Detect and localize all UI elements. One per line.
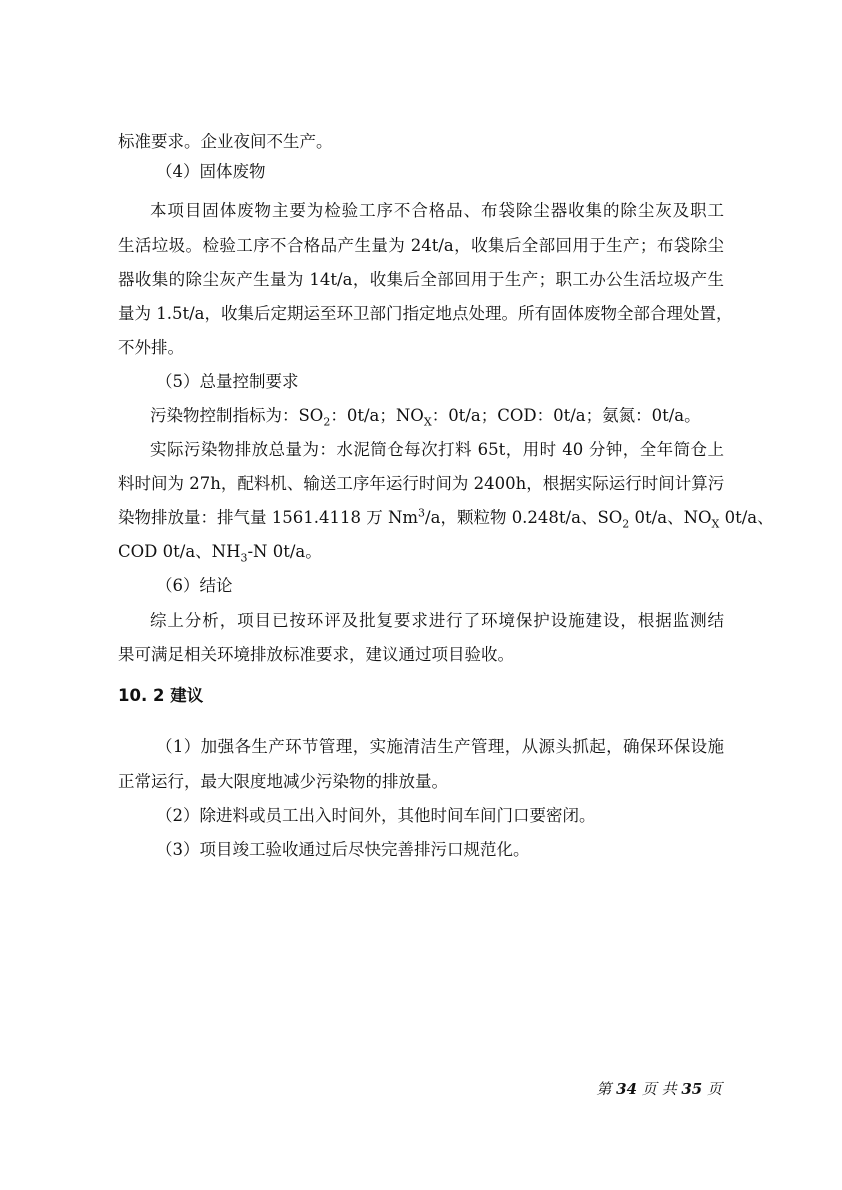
paragraph-line: [118, 439, 724, 461]
text-run: 污染物控制指标为：SO: [150, 406, 324, 425]
subscript: X: [423, 415, 432, 429]
text-run: COD 0t/a、NH: [118, 542, 241, 561]
section-heading-conclusion: （6）结论: [156, 576, 233, 595]
subscript: X: [711, 517, 720, 531]
section-heading-total-control: （5）总量控制要求: [156, 372, 299, 391]
paragraph-line-text: 生活垃圾。检验工序不合格品产生量为 24t/a，收集后全部回用于生产；布袋除尘: [118, 236, 724, 255]
total-pages: 35: [681, 1080, 703, 1098]
superscript: 3: [418, 506, 426, 520]
paragraph-line-text: （1）加强各生产环节管理，实施清洁生产管理，从源头抓起，确保环保设施: [156, 737, 724, 756]
paragraph-line-text: 料时间为 27h，配料机、输送工序年运行时间为 2400h，根据实际运行时间计算污: [118, 474, 725, 493]
paragraph-line-text: 本项目固体废物主要为检验工序不合格品、布袋除尘器收集的除尘灰及职工: [150, 201, 724, 220]
section-title-suggestions: 10. 2 建议: [118, 686, 204, 705]
paragraph-line: [150, 405, 701, 427]
footer-text: 页 共: [637, 1080, 682, 1098]
paragraph-line: [118, 473, 724, 495]
paragraph-line: [118, 200, 724, 222]
paragraph-line: 不外排。: [118, 338, 184, 357]
paragraph-line-text: 实际污染物排放总量为：水泥筒仓每次打料 65t，用时 40 分钟，全年筒仓上: [150, 440, 724, 459]
paragraph-line-text: 量为 1.5t/a，收集后定期运至环卫部门指定地点处理。所有固体废物全部合理处置，: [118, 304, 733, 323]
footer-text: 第: [596, 1080, 617, 1098]
subscript: 2: [622, 517, 630, 531]
subscript: 2: [323, 415, 331, 429]
paragraph-line: （3）项目竣工验收通过后尽快完善排污口规范化。: [156, 840, 530, 859]
section-heading-solid-waste: （4）固体废物: [156, 162, 266, 181]
paragraph-line-text: 综上分析，项目已按环评及批复要求进行了环境保护设施建设，根据监测结: [150, 611, 724, 630]
text-run: 染物排放量：排气量 1561.4118 万 Nm: [118, 508, 419, 527]
text-run: 0t/a、NO: [629, 508, 712, 527]
paragraph-line-text: 器收集的除尘灰产生量为 14t/a，收集后全部回用于生产；职工办公生活垃圾产生: [118, 270, 724, 289]
text-run: /a，颗粒物 0.248t/a、SO: [425, 508, 623, 527]
paragraph-line: [118, 507, 774, 529]
paragraph-line: 正常运行，最大限度地减少污染物的排放量。: [118, 772, 448, 791]
subscript: 3: [240, 551, 248, 565]
page-footer: [596, 1078, 722, 1099]
text-run: ：0t/a；NO: [330, 406, 424, 425]
paragraph-line: 果可满足相关环境排放标准要求，建议通过项目验收。: [118, 645, 514, 664]
paragraph-line: [118, 269, 724, 291]
paragraph-line: [118, 610, 724, 632]
page-number: 34: [616, 1080, 638, 1098]
paragraph-line: [118, 235, 724, 257]
paragraph-line: 标准要求。企业夜间不生产。: [118, 132, 333, 151]
text-run: -N 0t/a。: [247, 542, 322, 561]
text-run: 0t/a、: [719, 508, 774, 527]
footer-text: 页: [702, 1080, 722, 1098]
text-run: ：0t/a；COD：0t/a；氨氮：0t/a。: [431, 406, 701, 425]
paragraph-line: （2）除进料或员工出入时间外，其他时间车间门口要密闭。: [156, 806, 596, 825]
paragraph-line: [118, 541, 322, 563]
paragraph-line: [118, 303, 733, 325]
paragraph-line: [118, 736, 724, 758]
